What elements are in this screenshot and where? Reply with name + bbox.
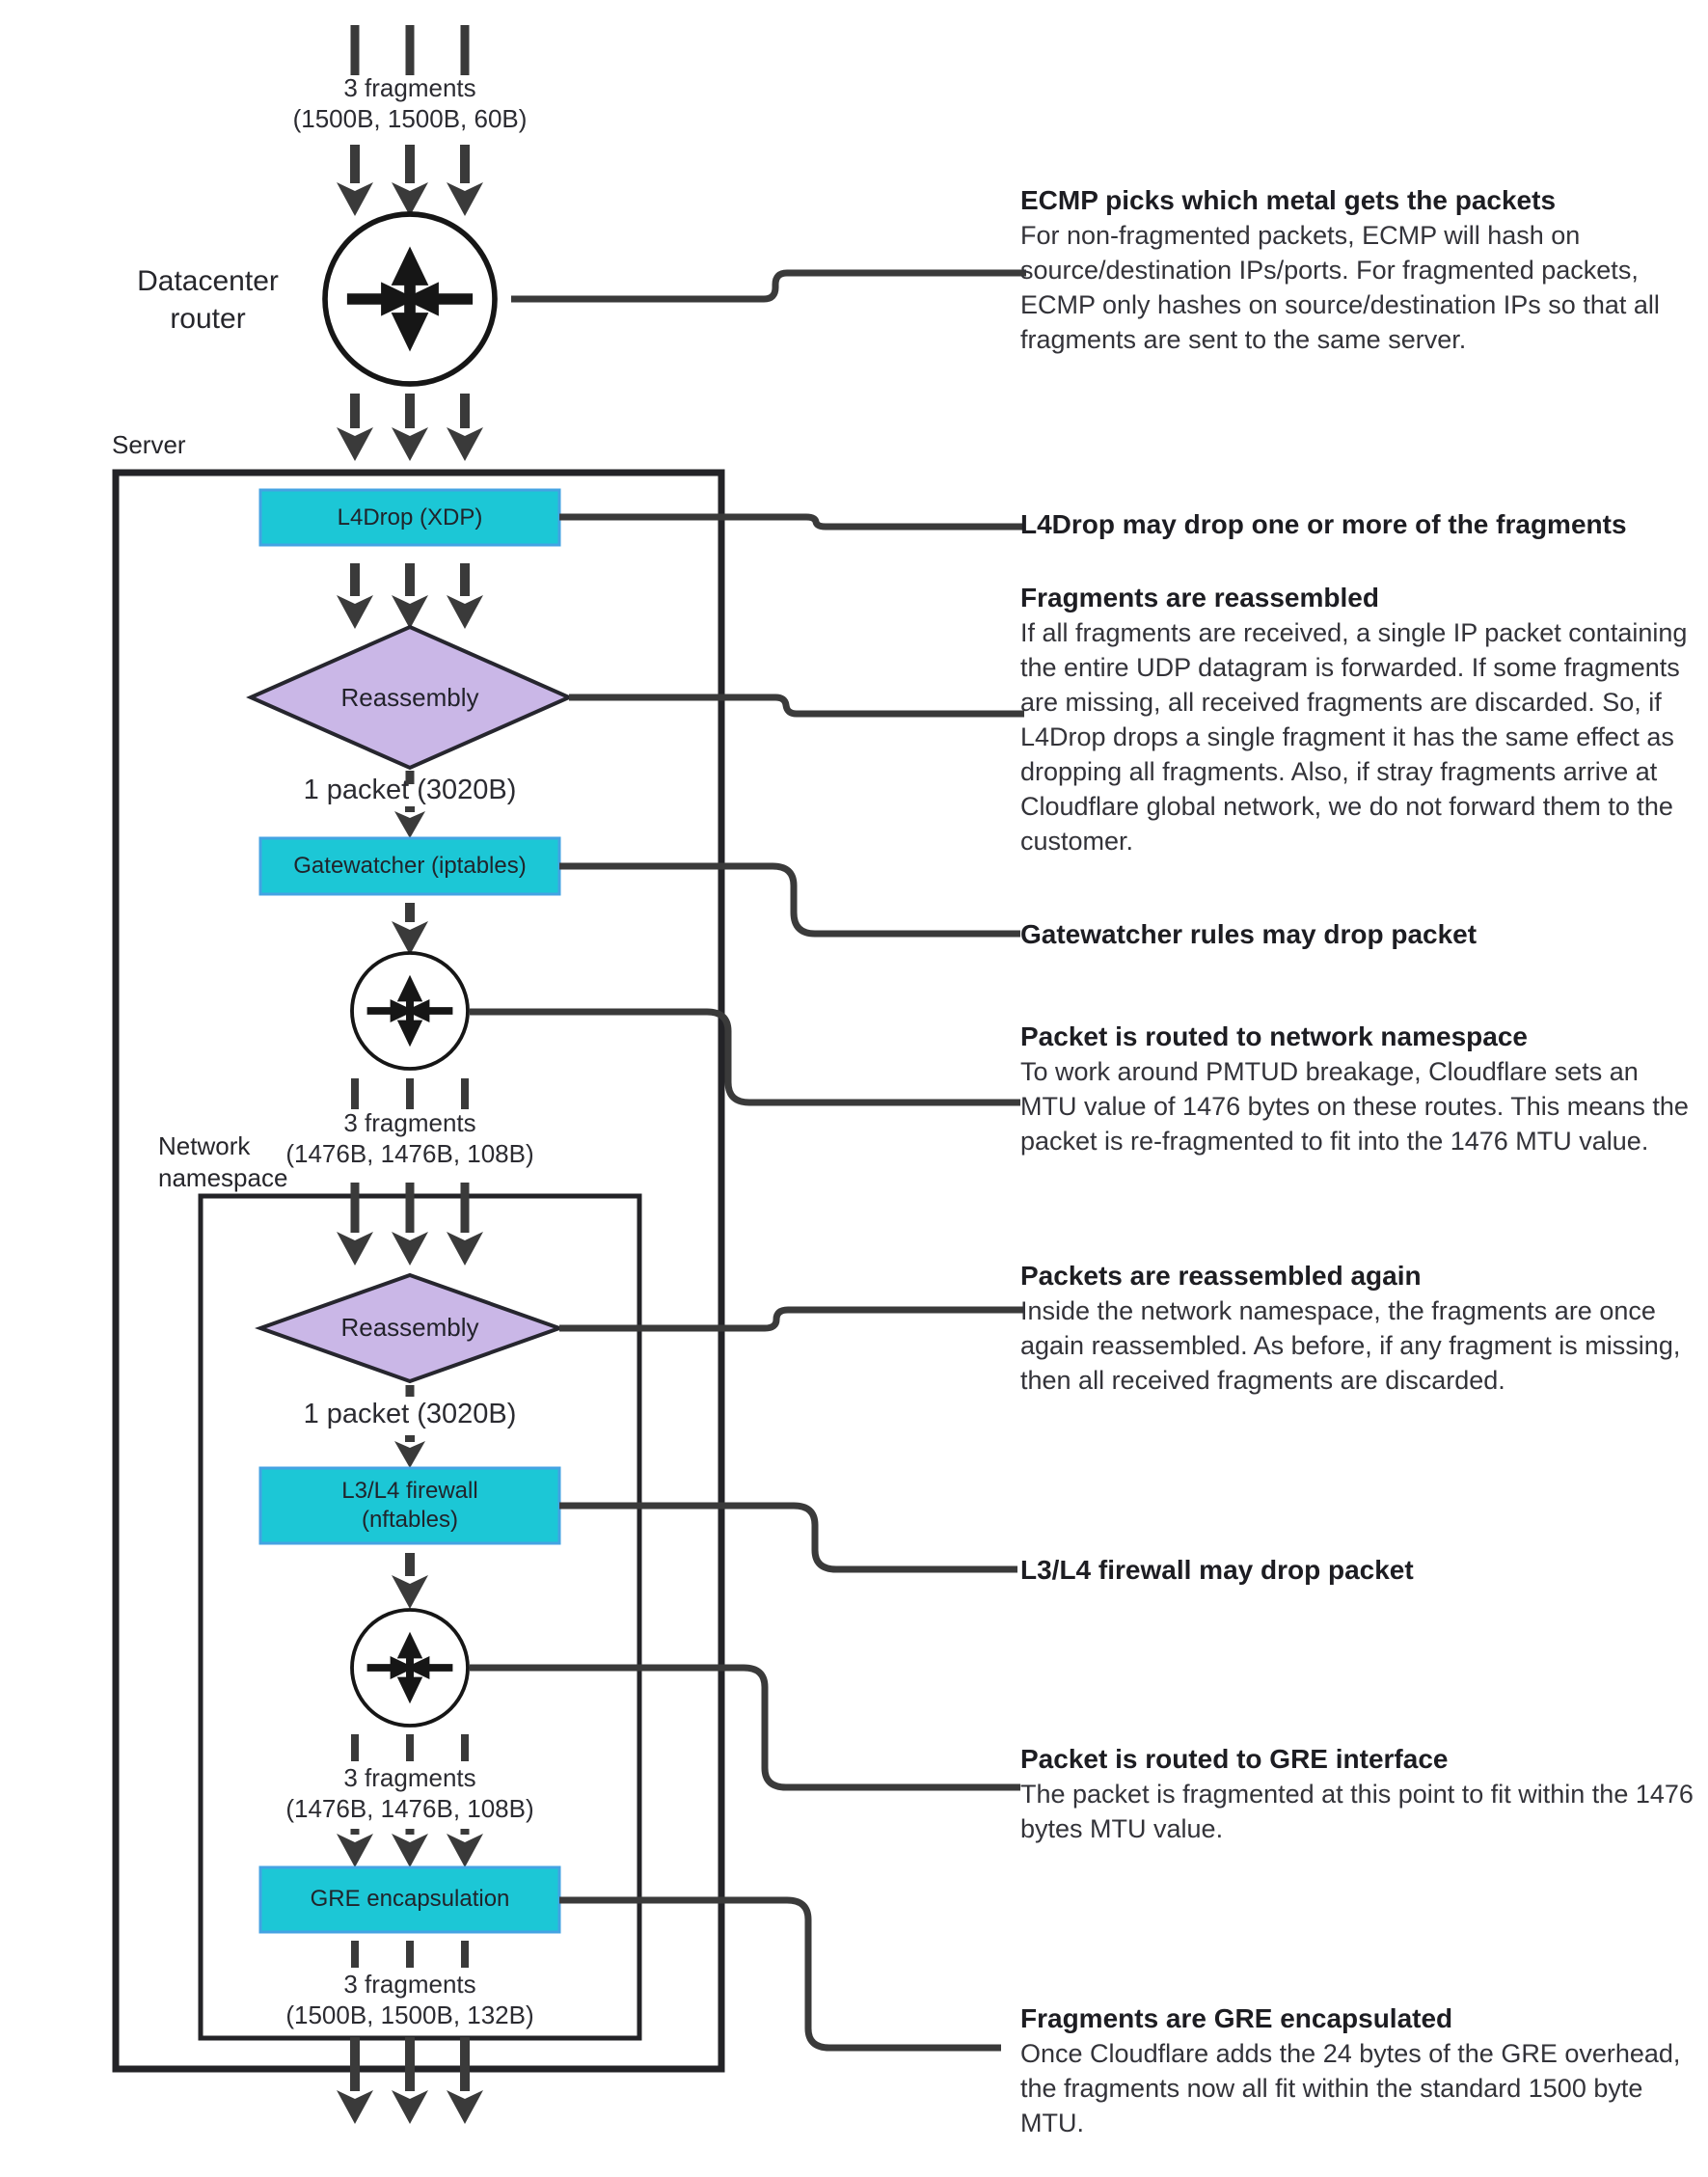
annotation-ecmp-body: For non-fragmented packets, ECMP will hash on source/destination IPs/ports. For fragmented packets, ECMP only hashes on source/destination IPs so that all fragments are sent to the same server. — [1020, 221, 1660, 354]
fragments-mid1-sizes: (1476B, 1476B, 108B) — [285, 1139, 534, 1168]
server-label: Server — [112, 430, 186, 459]
annotation-reassembled-again-title: Packets are reassembled again — [1020, 1261, 1422, 1291]
annotation-l3l4-title: L3/L4 firewall may drop packet — [1020, 1555, 1414, 1585]
connector-router2 — [470, 1012, 1020, 1102]
connector-reassembly2 — [559, 1310, 1024, 1328]
reassembly2-label: Reassembly — [340, 1313, 479, 1342]
datacenter-router-icon — [325, 214, 495, 384]
annotation-gatewatcher-title: Gatewatcher rules may drop packet — [1020, 919, 1478, 949]
annotation-gre-encap — [1020, 2001, 1700, 2140]
annotation-l3l4 — [1020, 1553, 1700, 1588]
annotation-ecmp — [1020, 183, 1700, 357]
router3-icon — [352, 1610, 468, 1726]
fragments-bottom-sizes: (1500B, 1500B, 132B) — [285, 2000, 534, 2029]
annotation-gatewatcher — [1020, 917, 1700, 952]
gre-fragment-dashes — [355, 1941, 465, 1968]
router2-icon — [352, 953, 468, 1069]
annotation-gre-encap-body: Once Cloudflare adds the 24 bytes of the GRE overhead, the fragments now all fit within the standard 1500 byte MTU. — [1020, 2039, 1681, 2137]
annotation-reassembled — [1020, 581, 1700, 858]
router2-fragment-dashes — [355, 1078, 465, 1109]
annotation-ecmp-title: ECMP picks which metal gets the packets — [1020, 185, 1557, 215]
l3l4-firewall-label-line2: (nftables) — [361, 1507, 459, 1533]
annotation-gre-encap-title: Fragments are GRE encapsulated — [1020, 2003, 1453, 2033]
l4drop-label: L4Drop (XDP) — [337, 504, 483, 531]
annotation-gre-route — [1020, 1742, 1700, 1846]
gatewatcher-label: Gatewatcher (iptables) — [293, 853, 527, 879]
annotation-netns-route-body: To work around PMTUD breakage, Cloudflare sets an MTU value of 1476 bytes on these routes. This means the packet is re-fragmented to fit into the 1476 MTU value. — [1020, 1057, 1689, 1156]
connector-ecmp — [511, 273, 1026, 299]
packet1-label: 1 packet (3020B) — [303, 775, 517, 805]
top-fragment-dashes — [355, 25, 465, 75]
network-namespace-label: Network namespace — [158, 1131, 288, 1192]
annotation-reassembled-title: Fragments are reassembled — [1020, 583, 1379, 612]
annotation-l4drop — [1020, 507, 1700, 542]
fragments-top-sizes: (1500B, 1500B, 60B) — [292, 104, 528, 133]
connector-l3l4 — [559, 1506, 1017, 1569]
arrows-into-reassembly1 — [355, 563, 465, 596]
fragments-mid2-count: 3 fragments — [343, 1763, 476, 1792]
connector-gre — [559, 1900, 1001, 2048]
fragments-mid1-count: 3 fragments — [343, 1108, 476, 1137]
fragments-mid2-sizes: (1476B, 1476B, 108B) — [285, 1794, 534, 1823]
annotation-gre-route-body: The packet is fragmented at this point to fit within the 1476 bytes MTU value. — [1020, 1780, 1694, 1843]
annotation-reassembled-again-body: Inside the network namespace, the fragments are once again reassembled. As before, if any fragment is missing, then all received fragments are discarded. — [1020, 1296, 1681, 1395]
fragments-bottom-count: 3 fragments — [343, 1970, 476, 1999]
fragments-top-count: 3 fragments — [343, 73, 476, 102]
arrows-into-server — [355, 394, 465, 428]
l3l4-firewall-label-line1: L3/L4 firewall — [341, 1478, 478, 1504]
connector-gatewatcher — [559, 866, 1020, 934]
arrows-into-gre — [355, 1829, 465, 1835]
annotation-gre-route-title: Packet is routed to GRE interface — [1020, 1744, 1449, 1774]
reassembly1-label: Reassembly — [340, 683, 479, 712]
connector-reassembly1 — [569, 697, 1024, 714]
l3l4-firewall-label — [217, 1477, 603, 1535]
connector-l4drop — [559, 517, 1022, 527]
arrows-into-reassembly2 — [355, 1183, 465, 1233]
gre-encapsulation-label: GRE encapsulation — [310, 1886, 510, 1912]
datacenter-router-label: Datacenter router — [137, 265, 279, 335]
egress-arrows — [355, 2037, 465, 2091]
annotation-reassembled-body: If all fragments are received, a single IP packet containing the entire UDP datagram is forwarded. If some fragments are missing, all received fragments are discarded. So, if L4Drop drops a single fragment it has the same effect as dropping all fragments. Also, if stray fragments arrive at Cloudflare global network, we do not forward them to the customer. — [1020, 618, 1688, 856]
annotation-reassembled-again — [1020, 1259, 1700, 1398]
annotation-netns-route — [1020, 1020, 1700, 1158]
packet2-label: 1 packet (3020B) — [303, 1399, 517, 1429]
arrows-into-datacenter-router — [355, 145, 465, 183]
annotation-l4drop-title: L4Drop may drop one or more of the fragments — [1020, 509, 1627, 539]
router3-fragment-dashes — [355, 1734, 465, 1761]
annotation-netns-route-title: Packet is routed to network namespace — [1020, 1021, 1528, 1051]
